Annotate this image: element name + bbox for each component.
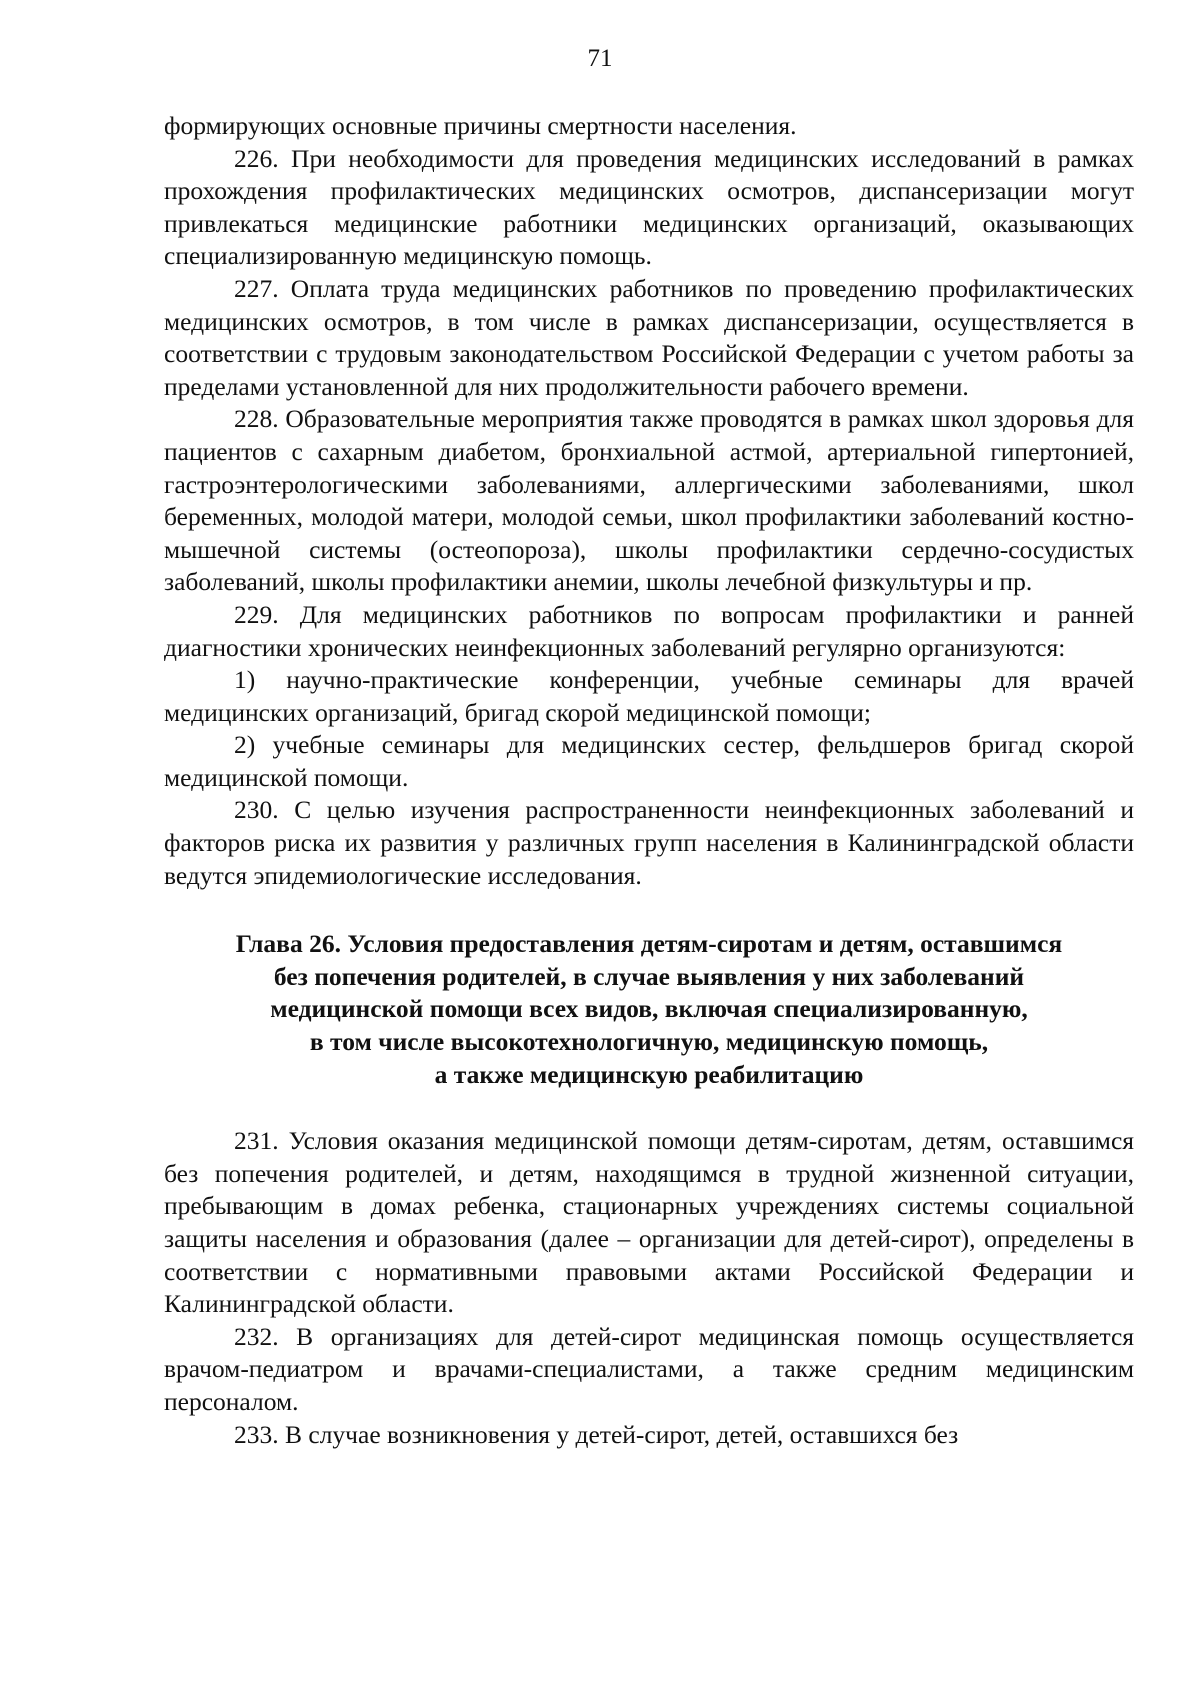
page-number: 71 [587, 45, 613, 72]
paragraph-231: 231. Условия оказания медицинской помощи детям-сиротам, детям, оставшимся без попечения родителей, и детям, находящимся в трудной жизненной ситуации, пребывающим в домах ребенка, стационарных учреждениях системы социальной защиты населения и образования (далее – организации для детей-сирот), определены в соответствии с нормативными правовыми актами Российской Федерации и Калининградской области. [164, 1126, 1134, 1319]
paragraph-229: 229. Для медицинских работников по вопросам профилактики и ранней диагностики хронических неинфекционных заболеваний регулярно организуются: [164, 599, 1134, 662]
chapter-heading: Глава 26. Условия предоставления детям-сиротам и детям, оставшимся без попечения родителей, в случае выявления у них заболеваний медицинской помощи всех видов, включая специализированную, в том числе высокотехнологичную, медицинскую помощь, а также медицинскую реабилитацию [235, 929, 1063, 1089]
paragraph-227: 227. Оплата труда медицинских работников по проведению профилактических медицинских осмотров, в том числе в рамках диспансеризации, осуществляется в соответствии с трудовым законодательством Российской Федерации с учетом работы за пределами установленной для них продолжительности рабочего времени. [164, 273, 1134, 401]
paragraph-230: 230. С целью изучения распространенности неинфекционных заболеваний и факторов риска их развития у различных групп населения в Калининградской области ведутся эпидемиологические исследования. [164, 795, 1134, 890]
document-body [164, 110, 1134, 1451]
paragraph-232: 232. В организациях для детей-сирот медицинская помощь осуществляется врачом-педиатром и врачами-специалистами, а также средним медицинским персоналом. [164, 1321, 1134, 1416]
list-item-2: 2) учебные семинары для медицинских сестер, фельдшеров бригад скорой медицинской помощи. [164, 730, 1134, 792]
paragraph-226: 226. При необходимости для проведения медицинских исследований в рамках прохождения профилактических медицинских осмотров, диспансеризации могут привлекаться медицинские работники медицинских организаций, оказывающих специализированную медицинскую помощь. [164, 143, 1134, 271]
list-item-1: 1) научно-практические конференции, учебные семинары для врачей медицинских организаций, бригад скорой медицинской помощи; [164, 665, 1134, 727]
paragraph-continuation: формирующих основные причины смертности населения. [164, 111, 797, 140]
paragraph-233: 233. В случае возникновения у детей-сирот, детей, оставшихся без [234, 1419, 959, 1449]
paragraph-228: 228. Образовательные мероприятия также проводятся в рамках школ здоровья для пациентов с сахарным диабетом, бронхиальной астмой, артериальной гипертонией, гастроэнтерологическими заболеваниями, аллергическими заболеваниями, школ беременных, молодой матери, молодой семьи, школ профилактики заболеваний костно-мышечной системы (остеопороза), школы профилактики сердечно-сосудистых заболеваний, школы профилактики анемии, школы лечебной физкультуры и пр. [164, 404, 1134, 597]
